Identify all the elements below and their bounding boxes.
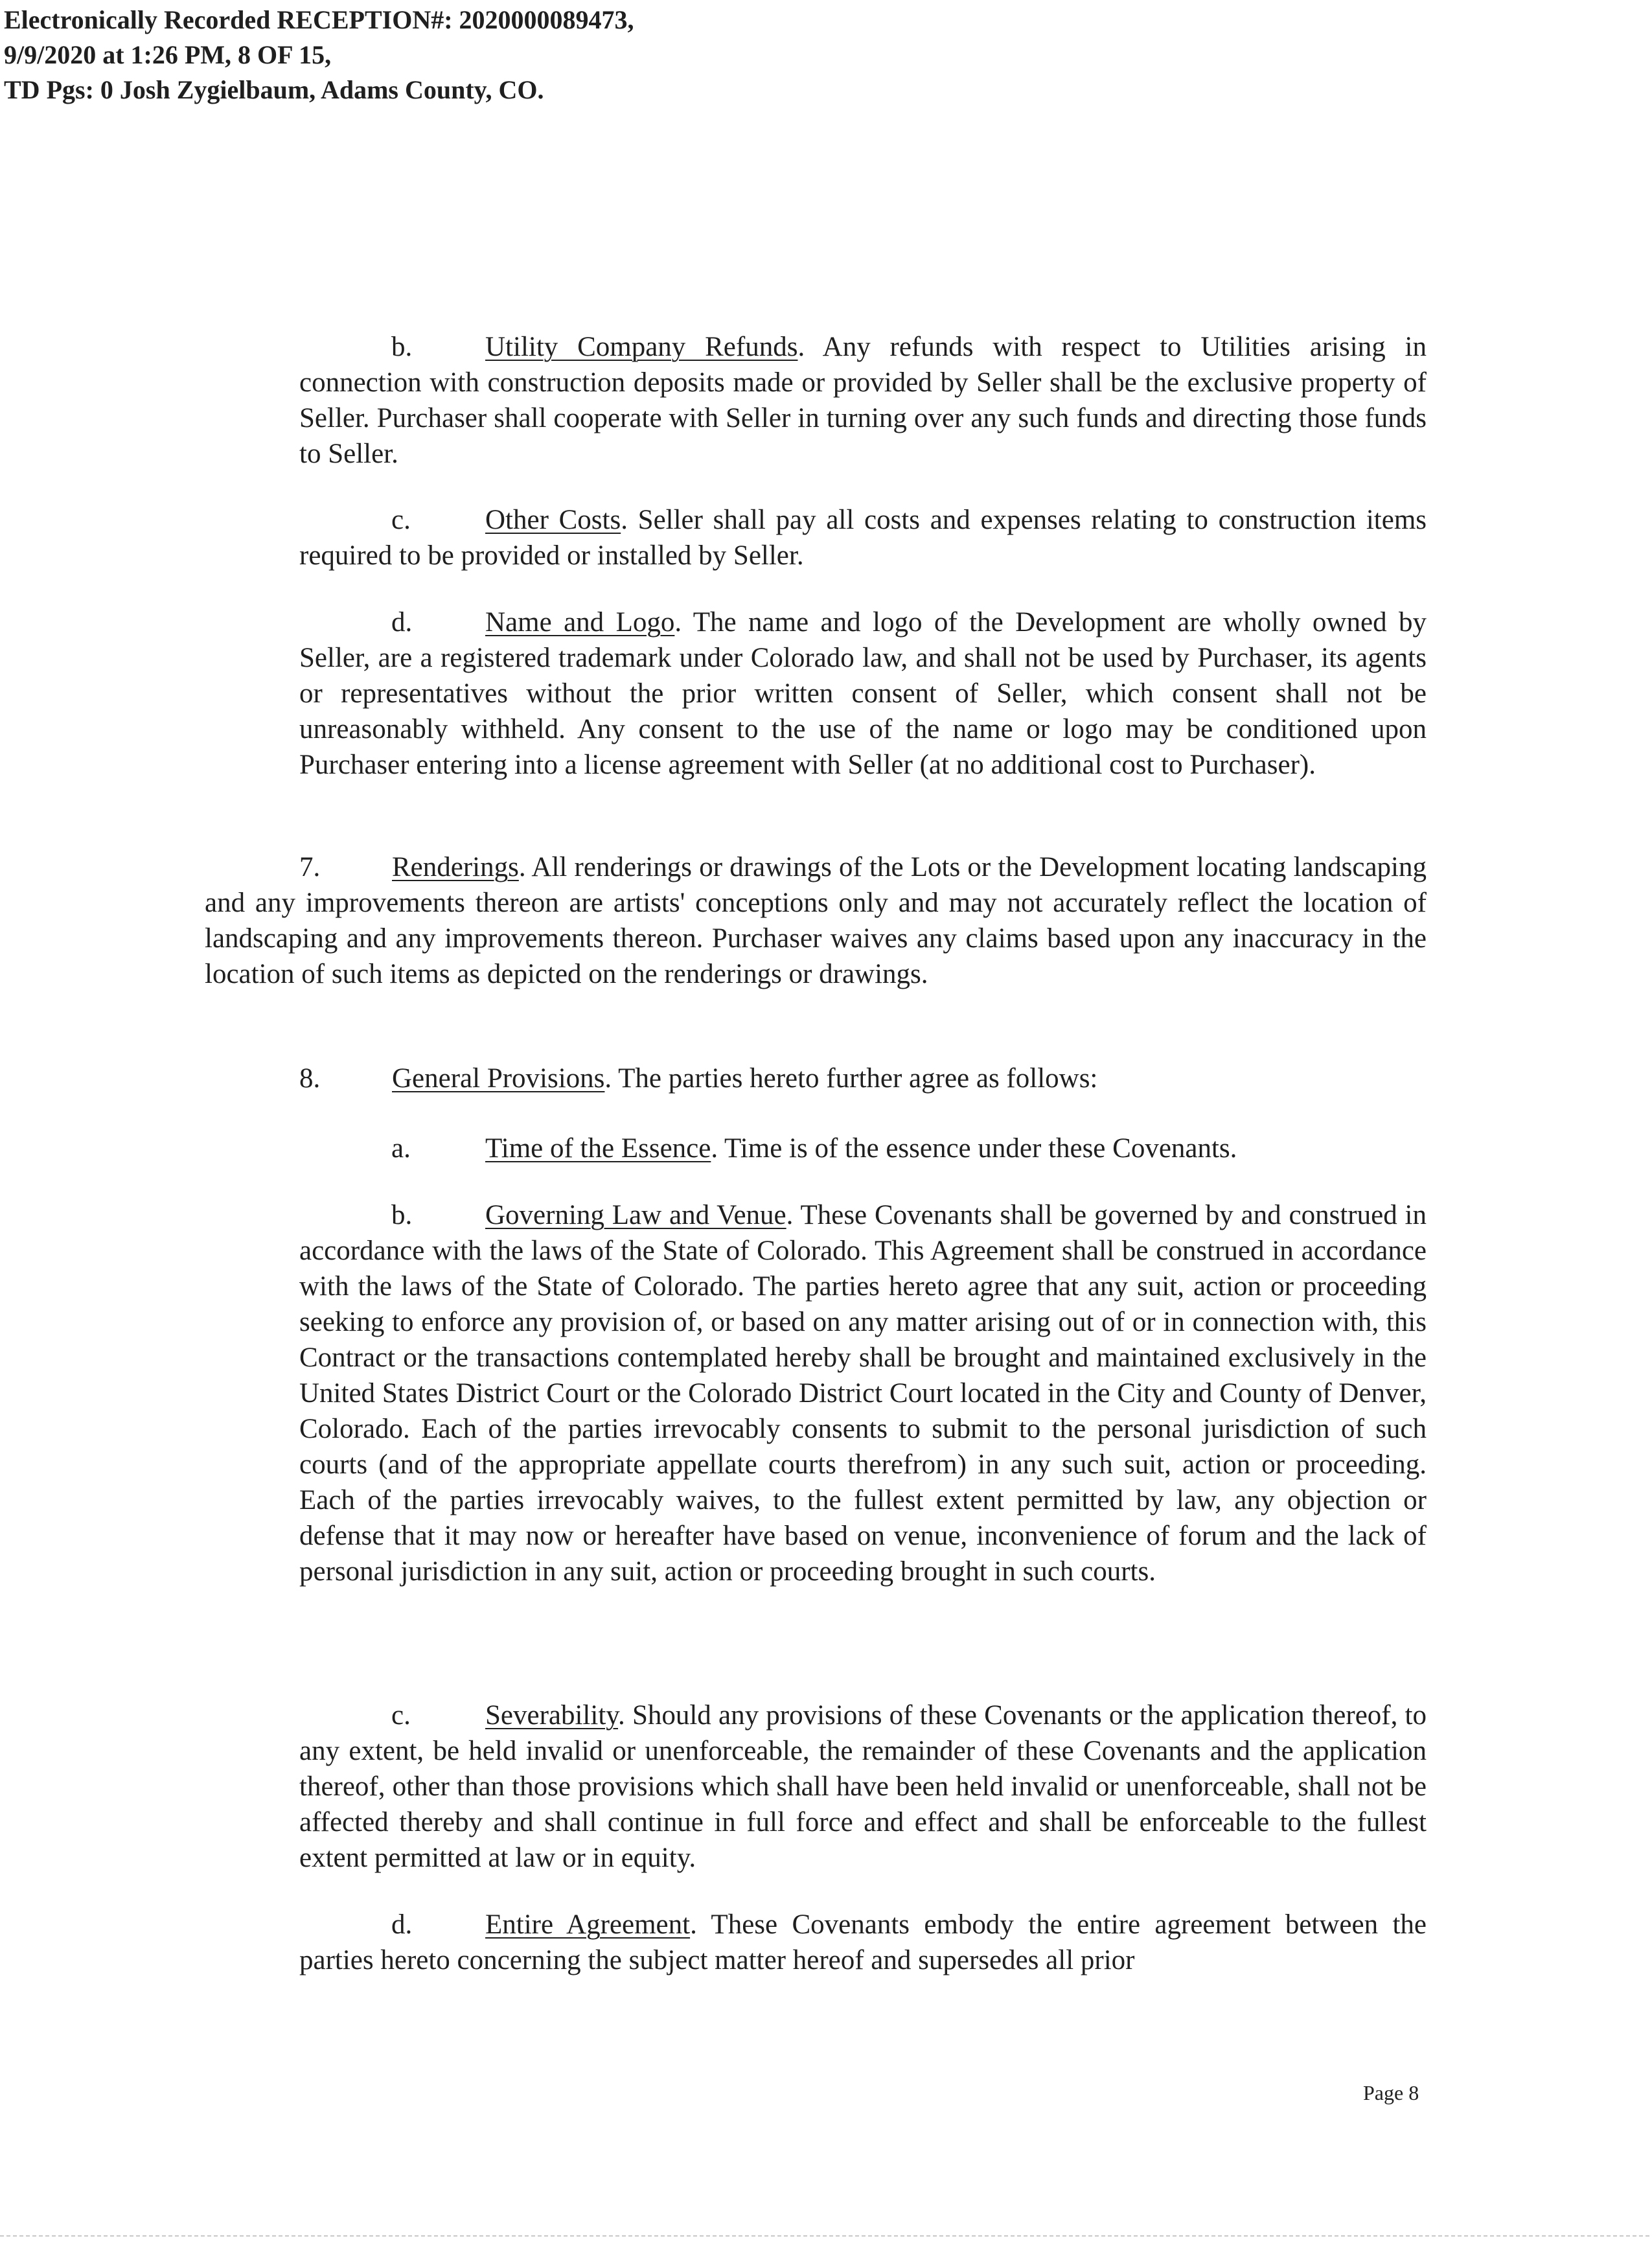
section-text: . These Covenants shall be governed by and construed in accordance with the laws of the State of Colorado. This Agreement shall be construed in accordance with the laws of the State of Colorado. The parties hereto agree that any suit, action or proceeding seeking to enforce any provision of, or based on any matter arising out of or in connection with, this Contract or the transactions contemplated hereby shall be brought and maintained exclusively in the United States District Court or the Colorado District Court located in the City and County of Denver, Colorado. Each of the parties irrevocably consents to submit to the personal jurisdiction of such courts (and of the appropriate appellate courts therefrom) in any such suit, action or proceeding. Each of the parties irrevocably waives, to the fullest extent permitted by law, any objection or defense that it may now or hereafter have based on venue, inconvenience of forum and the lack of personal jurisdiction in any suit, action or proceeding brought in such courts. [299,1200,1427,1587]
section-marker: b. [391,332,413,362]
recording-stamp [4,3,634,108]
section-heading: Time of the Essence [485,1133,711,1164]
stamp-line-2: 9/9/2020 at 1:26 PM, 8 OF 15, [4,40,332,69]
stamp-line-3: TD Pgs: 0 Josh Zygielbaum, Adams County, CO. [4,75,544,104]
section-heading: Severability [485,1700,618,1731]
section-text: . Time is of the essence under these Covenants. [711,1133,1237,1164]
section-text: . Should any provisions of these Covenants or the application thereof, to any extent, be held invalid or unenforceable, the remainder of these Covenants and the application thereof, other than those provisions which shall have been held invalid or unenforceable, shall not be affected thereby and shall continue in full force and effect and shall be enforceable to the fullest extent permitted at law or in equity. [299,1700,1427,1873]
section-b-utility-refunds [299,329,1427,472]
section-b-governing-law [299,1197,1427,1589]
scan-edge-divider [0,2235,1652,2237]
section-marker: 8. [299,1063,321,1094]
section-marker: d. [391,607,413,638]
section-d-entire-agreement [299,1907,1427,1978]
section-c-severability [299,1698,1427,1876]
section-text: . Any refunds with respect to Utilities arising in connection with construction deposits made or provided by Seller shall be the exclusive property of Seller. Purchaser shall cooperate with Seller in turning over any such funds and directing those funds to Seller. [299,332,1427,469]
stamp-line-1: Electronically Recorded RECEPTION#: 2020000089473, [4,5,634,34]
section-marker: b. [391,1200,413,1230]
section-marker: c. [391,1700,411,1731]
section-8-general-provisions [205,1061,1427,1096]
section-7-renderings [205,849,1427,992]
section-text: . The parties hereto further agree as follows: [604,1063,1098,1094]
section-d-name-and-logo [299,604,1427,783]
section-marker: c. [391,505,411,535]
section-marker: 7. [299,852,321,882]
section-heading: Entire Agreement [485,1909,691,1940]
section-text: . Seller shall pay all costs and expenses relating to construction items required to be provided or installed by Seller. [299,505,1427,571]
section-text: . All renderings or drawings of the Lots or the Development locating landscaping and any improvements thereon are artists' conceptions only and may not accurately reflect the location of landscaping and any improvements thereon. Purchaser waives any claims based upon any inaccuracy in the location of such items as depicted on the renderings or drawings. [205,852,1427,989]
section-text: . The name and logo of the Development are wholly owned by Seller, are a registered trademark under Colorado law, and shall not be used by Purchaser, its agents or representatives without the prior written consent of Seller, which consent shall not be unreasonably withheld. Any consent to the use of the name or logo may be conditioned upon Purchaser entering into a license agreement with Seller (at no additional cost to Purchaser). [299,607,1427,780]
section-marker: a. [391,1133,411,1164]
section-marker: d. [391,1909,413,1940]
section-heading: General Provisions [392,1063,605,1094]
section-heading: Renderings [392,852,519,882]
section-a-time-of-essence [299,1131,1427,1166]
section-c-other-costs [299,502,1427,573]
section-heading: Governing Law and Venue [485,1200,786,1230]
section-heading: Name and Logo [485,607,675,638]
page-number: Page 8 [1363,2081,1419,2104]
section-heading: Utility Company Refunds [485,332,798,362]
section-text: . These Covenants embody the entire agreement between the parties hereto concerning the subject matter hereof and supersedes all prior [299,1909,1427,1975]
section-heading: Other Costs [485,505,621,535]
